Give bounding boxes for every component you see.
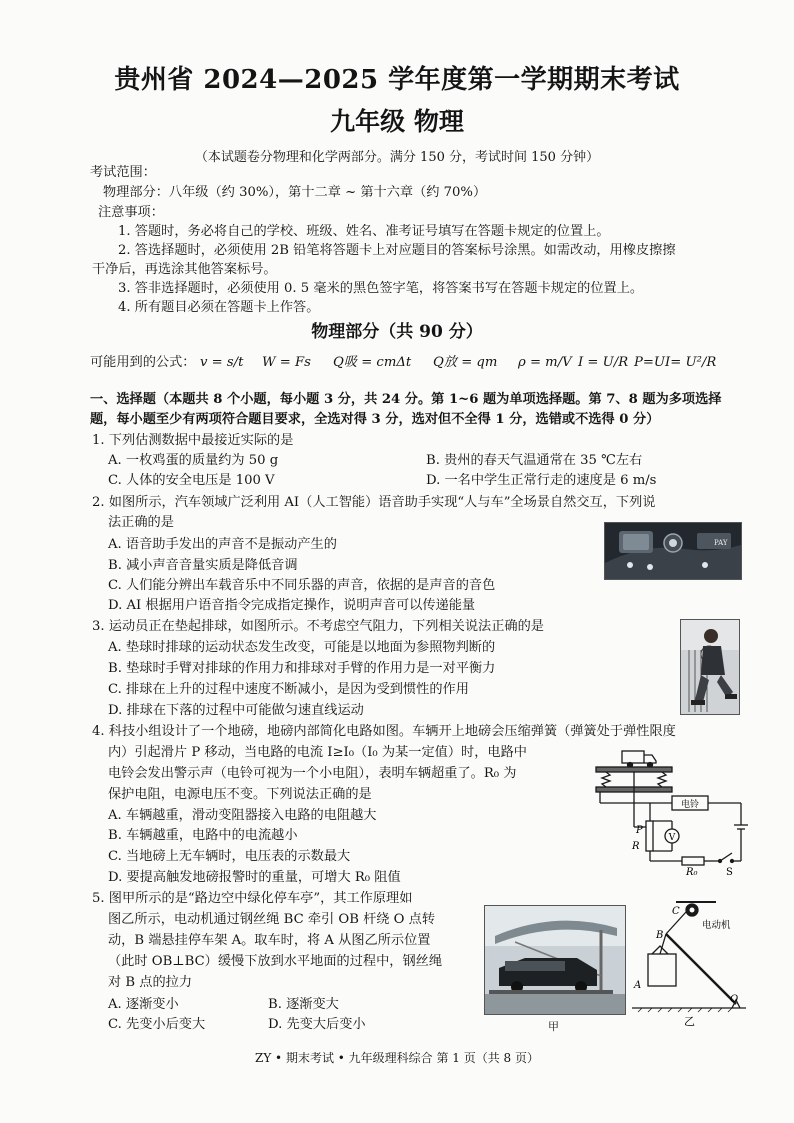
point-a-label: A [634, 980, 642, 991]
q2-stem-1: 2. 如图所示，汽车领域广泛利用 AI（人工智能）语音助手实现“人与车”全场景自然交互，下列说 [92, 495, 656, 510]
q2-option-d: D. AI 根据用户语音指令完成指定操作，说明声音可以传递能量 [108, 598, 476, 613]
notice-item-2-cont: 干净后，再选涂其他答案标号。 [92, 262, 277, 277]
q5-option-a: A. 逐渐变小 [108, 997, 179, 1012]
q1-option-b: B. 贵州的春天气温通常在 35 ℃左右 [426, 453, 643, 468]
notice-item-4: 4. 所有题目必须在答题卡上作答。 [118, 300, 320, 315]
resistor-r0-label: R₀ [686, 867, 698, 875]
formula-heat-absorbed: Q吸 = cmΔt [333, 355, 412, 370]
q2-option-a: A. 语音助手发出的声音不是振动产生的 [108, 537, 337, 552]
q3-option-c: C. 排球在上升的过程中速度不断减小，是因为受到惯性的作用 [108, 682, 469, 697]
q2-option-b: B. 减小声音音量实质是降低音调 [108, 558, 298, 573]
q5-option-c: C. 先变小后变大 [108, 1017, 206, 1032]
slider-p-label: P [636, 825, 643, 836]
q5-option-d: D. 先变大后变小 [268, 1017, 366, 1032]
q4-stem-3: 电铃会发出警示声（电铃可视为一个小电阻），表明车辆超重了。R₀ 为 [108, 766, 517, 781]
notice-item-1: 1. 答题时，务必将自己的学校、班级、姓名、准考证号填写在答题卡规定的位置上。 [118, 224, 610, 239]
q2-stem-2: 法正确的是 [108, 515, 174, 530]
switch-s-label: S [726, 867, 733, 875]
q3-stem: 3. 运动员正在垫起排球，如图所示。不考虑空气阻力，下列相关说法正确的是 [92, 619, 544, 634]
lever-diagram [628, 898, 748, 1028]
notice-item-3: 3. 答非选择题时，必须使用 0. 5 毫米的黑色签字笔，将答案书写在答题卡规定的位置上。 [118, 281, 644, 296]
notice-label: 注意事项： [98, 205, 164, 220]
formula-work: W = Fs [262, 355, 311, 370]
formula-speed: v = s/t [200, 355, 244, 370]
q4-stem-2: 内）引起滑片 P 移动，当电路的电流 I≥I₀（I₀ 为某一定值）时，电路中 [108, 745, 527, 760]
q4-stem-1: 4. 科技小组设计了一个地磅，地磅内部简化电路如图。车辆开上地磅会压缩弹簧（弹簧处于弹性限度 [92, 724, 676, 739]
formula-density: ρ = m/V [518, 355, 572, 370]
figure-jia-label: 甲 [548, 1020, 559, 1033]
motor-label: 电动机 [702, 920, 731, 931]
part1-line1: 一、选择题（本题共 8 个小题，每小题 3 分，共 24 分。第 1~6 题为单项选择题。第 7、8 题为多项选择 [90, 392, 722, 407]
point-b-label: B [656, 930, 664, 941]
q5-stem-2: 图乙所示，电动机通过钢丝绳 BC 牵引 OB 杆绕 O 点转 [108, 912, 436, 927]
q4-option-d: D. 要提高触发地磅报警时的重量，可增大 R₀ 阻值 [108, 870, 401, 885]
formula-current: I = U/R [578, 355, 629, 370]
car-dashboard-photo [604, 522, 742, 580]
pay-text: PAY [714, 539, 728, 547]
figure-yi-label: 乙 [684, 1015, 695, 1028]
exam-title: 贵州省 2024—2025 学年度第一学期期末考试 [114, 65, 680, 95]
q5-option-b: B. 逐渐变大 [268, 997, 339, 1012]
point-o-label: O [730, 994, 739, 1005]
exam-note: （本试题卷分物理和化学两部分。满分 150 分，考试时间 150 分钟） [194, 150, 600, 165]
q1-option-c: C. 人体的安全电压是 100 V [108, 473, 275, 488]
formula-label: 可能用到的公式： [90, 355, 196, 370]
q5-stem-1: 5. 图甲所示的是“路边空中绿化停车亭”，其工作原理如 [92, 891, 413, 906]
q1-option-d: D. 一名中学生正常行走的速度是 6 m/s [426, 473, 657, 488]
q4-option-b: B. 车辆越重，电路中的电流越小 [108, 828, 298, 843]
q4-option-c: C. 当地磅上无车辆时，电压表的示数最大 [108, 849, 351, 864]
scope-content: 物理部分：八年级（约 30%），第十二章 ~ 第十六章（约 70%） [103, 185, 487, 200]
scope-label: 考试范围： [90, 165, 156, 180]
q1-option-a: A. 一枚鸡蛋的质量约为 50 g [108, 453, 279, 468]
bell-label: 电铃 [680, 800, 700, 810]
page-footer: ZY • 期末考试 • 九年级理科综合 第 1 页（共 8 页） [254, 1051, 540, 1065]
section-title: 物理部分（共 90 分） [311, 322, 483, 342]
exam-subject: 九年级 物理 [330, 107, 464, 136]
notice-item-2: 2. 答选择题时，必须使用 2B 铅笔将答题卡上对应题目的答案标号涂黑。如需改动，用橡皮擦擦 [118, 243, 676, 258]
point-c-label: C [672, 906, 680, 917]
q4-stem-4: 保护电阻，电源电压不变。下列说法正确的是 [108, 787, 372, 802]
rheostat-r-label: R [632, 841, 640, 852]
q3-option-d: D. 排球在下落的过程中可能做匀速直线运动 [108, 703, 364, 718]
q1-stem: 1. 下列估测数据中最接近实际的是 [92, 433, 294, 448]
q2-option-c: C. 人们能分辨出车载音乐中不同乐器的声音，依据的是声音的音色 [108, 578, 496, 593]
volleyball-player-photo [680, 619, 740, 715]
q5-stem-3: 动，B 端悬挂停车架 A。取车时，将 A 从图乙所示位置 [108, 933, 431, 948]
voltmeter-v-label: V [668, 833, 676, 843]
part1-line2: 题，每小题至少有两项符合题目要求，全选对得 3 分，选对但不全得 1 分，选错或不选得 0 分） [90, 412, 660, 427]
formula-power: P=UI= U²/R [634, 355, 717, 370]
parking-pavilion-photo [484, 905, 626, 1015]
q4-option-a: A. 车辆越重，滑动变阻器接入电路的电阻越大 [108, 808, 377, 823]
q5-stem-4: （此时 OB⊥BC）缓慢下放到水平地面的过程中，钢丝绳 [108, 954, 443, 969]
q5-stem-5: 对 B 点的拉力 [108, 975, 193, 990]
q3-option-b: B. 垫球时手臂对排球的作用力和排球对手臂的作用力是一对平衡力 [108, 661, 496, 676]
weighbridge-circuit-diagram [586, 745, 752, 875]
formula-heat-released: Q放 = qm [433, 355, 498, 370]
q3-option-a: A. 垫球时排球的运动状态发生改变，可能是以地面为参照物判断的 [108, 640, 496, 655]
